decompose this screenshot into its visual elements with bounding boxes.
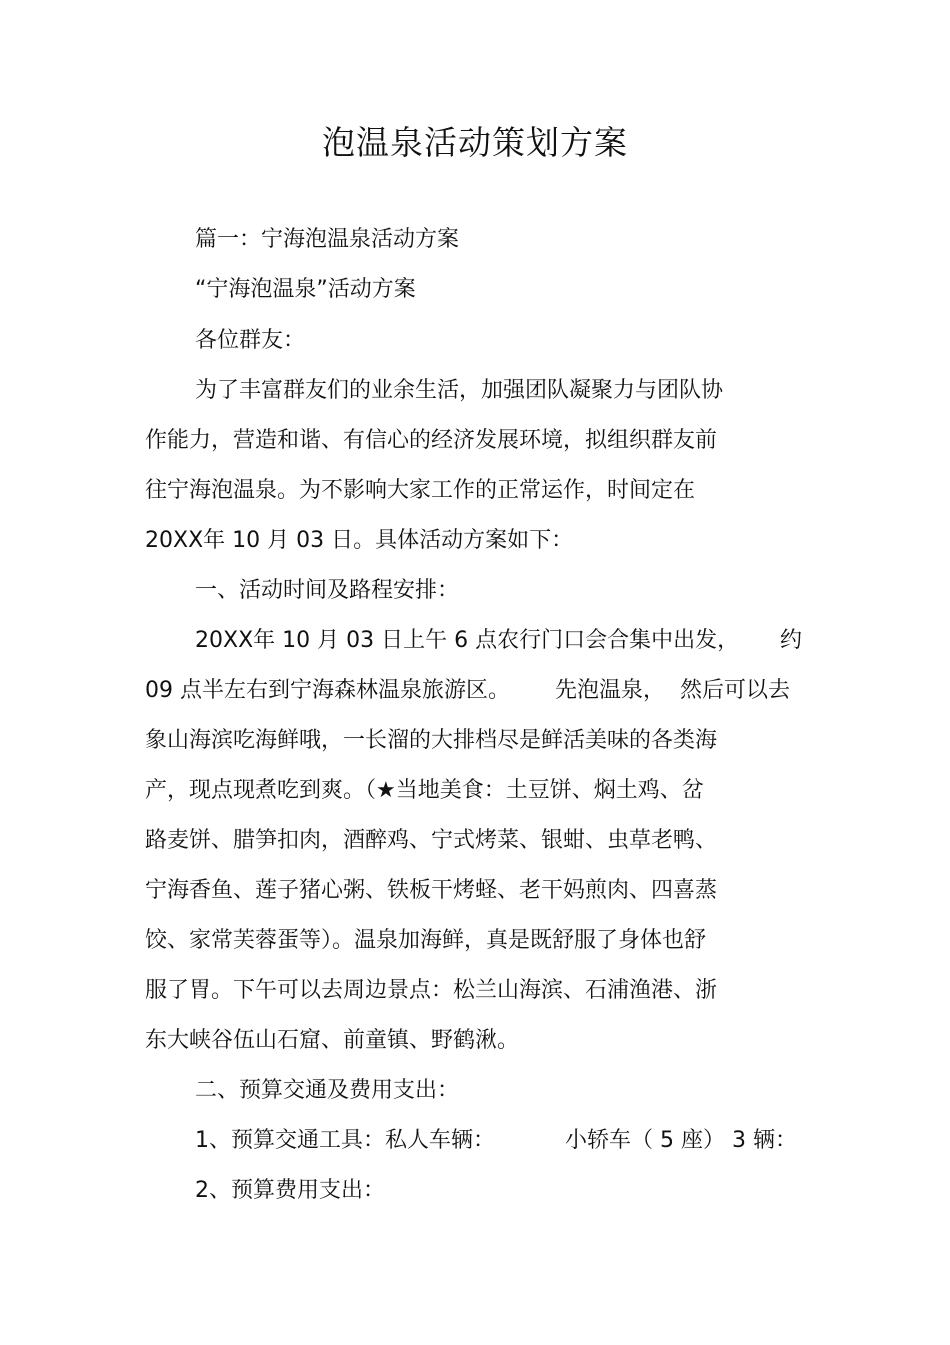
paragraph-line: 象山海滨吃海鲜哦，一长溜的大排档尽是鲜活美味的各类海 xyxy=(145,728,718,753)
paragraph-line: 20XX年 10 月 03 日上午 6 点农行门口会合集中出发， xyxy=(195,628,740,653)
paragraph-line: 作能力，营造和谐、有信心的经济发展环境，拟组织群友前 xyxy=(145,428,718,453)
list-item: 1、预算交通工具：私人车辆： xyxy=(195,1128,495,1153)
paragraph-line: 20XX年 10 月 03 日。具体活动方案如下： xyxy=(145,528,574,553)
list-item: 2、预算费用支出： xyxy=(195,1178,385,1203)
list-item-value: 小轿车（ 5 座） 3 辆： xyxy=(565,1128,797,1153)
document-title: 泡温泉活动策划方案 xyxy=(322,123,628,162)
paragraph-line: 服了胃。下午可以去周边景点：松兰山海滨、石浦渔港、浙 xyxy=(145,978,718,1003)
paragraph-line: 宁海香鱼、莲子猪心粥、铁板干烤蛏、老干妈煎肉、四喜蒸 xyxy=(145,878,718,903)
paragraph-line: 东大峡谷伍山石窟、前童镇、野鹤湫。 xyxy=(145,1028,520,1053)
paragraph-line: 09 点半左右到宁海森林温泉旅游区。 xyxy=(145,678,510,703)
paragraph-line: 路麦饼、腊笋扣肉，酒醉鸡、宁式烤菜、银蚶、虫草老鸭、 xyxy=(145,828,718,853)
plan-subtitle: “宁海泡温泉”活动方案 xyxy=(195,277,416,302)
section-heading: 二、预算交通及费用支出： xyxy=(195,1078,460,1103)
paragraph-line: 为了丰富群友们的业余生活，加强团队凝聚力与团队协 xyxy=(195,378,724,403)
salutation: 各位群友： xyxy=(195,328,306,353)
paragraph-fragment: 然后可以去 xyxy=(680,678,791,703)
section-heading: 篇一：宁海泡温泉活动方案 xyxy=(195,227,460,252)
paragraph-line: 饺、家常芙蓉蛋等）。温泉加海鲜，真是既舒服了身体也舒 xyxy=(145,928,707,953)
paragraph-line: 产，现点现煮吃到爽。（★当地美食：土豆饼、焖土鸡、岔 xyxy=(145,778,704,803)
paragraph-fragment: 约 xyxy=(780,628,803,653)
section-heading: 一、活动时间及路程安排： xyxy=(195,578,460,603)
paragraph-fragment: 先泡温泉， xyxy=(555,678,666,703)
paragraph-line: 往宁海泡温泉。为不影响大家工作的正常运作，时间定在 xyxy=(145,478,696,503)
